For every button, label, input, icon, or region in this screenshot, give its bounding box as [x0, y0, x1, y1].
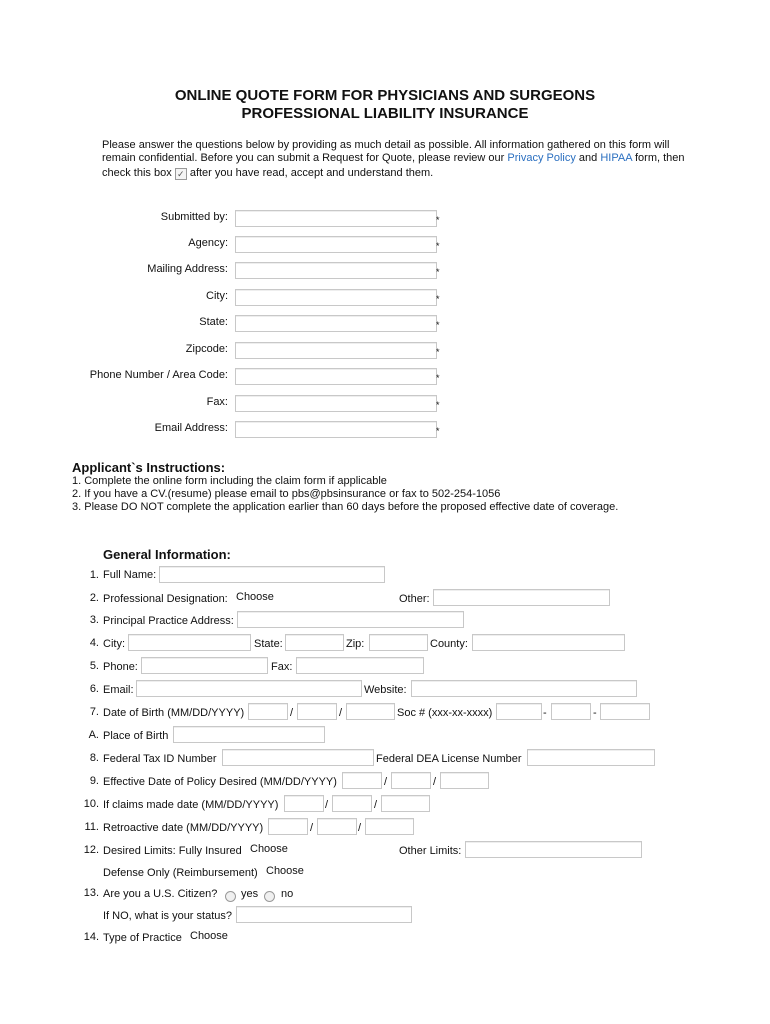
q10-number: 10. — [83, 798, 99, 810]
dea-label: Federal DEA License Number — [376, 753, 522, 765]
q5-number: 5. — [89, 660, 99, 672]
date-separator: / — [358, 822, 362, 834]
date-separator: / — [339, 707, 343, 719]
required-mark: * — [436, 215, 440, 225]
defense-select[interactable]: Choose — [266, 865, 304, 877]
claims-day-input[interactable] — [332, 795, 372, 812]
effective-year-input[interactable] — [440, 772, 489, 789]
practice-city-input[interactable] — [128, 634, 251, 651]
qa-number: A. — [88, 729, 99, 741]
soc-separator: - — [593, 707, 597, 719]
intro-line1: Please answer the questions below by providing as much detail as possible. All information gathered on this form will — [102, 139, 670, 151]
practice-fax-input[interactable] — [296, 657, 424, 674]
place-of-birth-label: Place of Birth — [103, 730, 169, 742]
submitted-by-input[interactable] — [235, 210, 437, 227]
intro-line2-text: remain confidential. Before you can submit a Request for Quote, please review our — [102, 152, 505, 164]
practice-city-label: City: — [103, 638, 125, 650]
submitted-by-label: Submitted by: — [160, 211, 228, 223]
dob-day-input[interactable] — [297, 703, 337, 720]
practice-zip-label: Zip: — [346, 638, 365, 650]
fax-label: Fax: — [206, 396, 228, 408]
privacy-policy-link[interactable]: Privacy Policy — [507, 152, 576, 164]
other-limits-input[interactable] — [465, 841, 642, 858]
retroactive-label: Retroactive date (MM/DD/YYYY) — [103, 822, 264, 834]
form-title-line1: ONLINE QUOTE FORM FOR PHYSICIANS AND SURGEONS — [174, 87, 596, 104]
agency-label: Agency: — [188, 237, 228, 249]
effective-month-input[interactable] — [342, 772, 382, 789]
q6-number: 6. — [89, 683, 99, 695]
hipaa-link[interactable]: HIPAA — [600, 152, 632, 164]
q3-number: 3. — [89, 614, 99, 626]
mailing-address-label: Mailing Address: — [147, 263, 228, 275]
claims-year-input[interactable] — [381, 795, 430, 812]
place-of-birth-input[interactable] — [173, 726, 325, 743]
practice-zip-input[interactable] — [369, 634, 428, 651]
zipcode-label: Zipcode: — [185, 343, 228, 355]
desired-limits-label: Desired Limits: Fully Insured — [103, 845, 242, 857]
citizen-yes-radio[interactable] — [225, 888, 236, 906]
instructions-heading: Applicant`s Instructions: — [72, 460, 226, 475]
required-mark: * — [436, 294, 440, 304]
date-separator: / — [325, 799, 329, 811]
date-separator: / — [384, 776, 388, 788]
email-label: Email Address: — [154, 422, 228, 434]
retro-year-input[interactable] — [365, 818, 414, 835]
mailing-address-input[interactable] — [235, 262, 437, 279]
practice-county-input[interactable] — [472, 634, 625, 651]
date-separator: / — [374, 799, 378, 811]
practice-type-select[interactable]: Choose — [190, 930, 228, 942]
q8-number: 8. — [89, 752, 99, 764]
status-input[interactable] — [236, 906, 412, 923]
phone-label: Phone Number / Area Code: — [89, 369, 228, 381]
limits-select[interactable]: Choose — [250, 843, 288, 855]
other-designation-label: Other: — [399, 593, 430, 605]
dob-label: Date of Birth (MM/DD/YYYY) — [103, 707, 245, 719]
email-input[interactable] — [235, 421, 437, 438]
q12-number: 12. — [83, 844, 99, 856]
other-designation-input[interactable] — [433, 589, 610, 606]
intro-line2 — [102, 151, 685, 165]
intro-line3 — [102, 166, 433, 180]
city-input[interactable] — [235, 289, 437, 306]
citizen-no-radio[interactable] — [264, 888, 275, 906]
soc-part2-input[interactable] — [551, 703, 591, 720]
instruction-item: 3. Please DO NOT complete the application earlier than 60 days before the proposed effective date of coverage. — [72, 501, 619, 513]
q4-number: 4. — [89, 637, 99, 649]
q13-number: 13. — [83, 887, 99, 899]
city-label: City: — [206, 290, 228, 302]
instruction-item: 2. If you have a CV.(resume) please email to pbs@pbsinsurance or fax to 502-254-1056 — [72, 488, 501, 500]
website-label: Website: — [364, 684, 407, 696]
fax-input[interactable] — [235, 395, 437, 412]
form-title-line2: PROFESSIONAL LIABILITY INSURANCE — [241, 105, 529, 122]
citizen-yes-label: yes — [241, 888, 259, 900]
tax-id-input[interactable] — [222, 749, 374, 766]
other-limits-label: Other Limits: — [399, 845, 462, 857]
q2-number: 2. — [89, 592, 99, 604]
required-mark: * — [436, 400, 440, 410]
citizen-label: Are you a U.S. Citizen? — [103, 888, 218, 900]
dob-month-input[interactable] — [248, 703, 288, 720]
instruction-item: 1. Complete the online form including the claim form if applicable — [72, 475, 387, 487]
soc-part3-input[interactable] — [600, 703, 650, 720]
zipcode-input[interactable] — [235, 342, 437, 359]
accept-checkbox[interactable]: ✓ — [175, 168, 187, 180]
status-label: If NO, what is your status? — [103, 910, 232, 922]
required-mark: * — [436, 426, 440, 436]
q11-number: 11. — [84, 821, 99, 833]
practice-phone-input[interactable] — [141, 657, 268, 674]
designation-select[interactable]: Choose — [236, 591, 274, 603]
practice-state-input[interactable] — [285, 634, 344, 651]
soc-label: Soc # (xxx-xx-xxxx) — [397, 707, 493, 719]
required-mark: * — [436, 320, 440, 330]
date-separator: / — [290, 707, 294, 719]
required-mark: * — [436, 241, 440, 251]
claims-month-input[interactable] — [284, 795, 324, 812]
retro-day-input[interactable] — [317, 818, 357, 835]
required-mark: * — [436, 373, 440, 383]
q1-number: 1. — [89, 569, 99, 581]
intro-line3-end: after you have read, accept and understand them. — [189, 167, 434, 179]
soc-separator: - — [543, 707, 547, 719]
state-input[interactable] — [235, 315, 437, 332]
dea-input[interactable] — [527, 749, 655, 766]
tax-id-label: Federal Tax ID Number — [103, 753, 217, 765]
intro-line3-text: check this box — [102, 167, 172, 179]
agency-input[interactable] — [235, 236, 437, 253]
state-label: State: — [199, 316, 228, 328]
q7-number: 7. — [89, 706, 99, 718]
practice-type-label: Type of Practice — [103, 932, 182, 944]
practice-address-label: Principal Practice Address: — [103, 615, 234, 627]
phone-input[interactable] — [235, 368, 437, 385]
dob-year-input[interactable] — [346, 703, 395, 720]
q9-number: 9. — [89, 775, 99, 787]
date-separator: / — [433, 776, 437, 788]
date-separator: / — [310, 822, 314, 834]
q14-number: 14. — [83, 931, 99, 943]
website-input[interactable] — [411, 680, 637, 697]
practice-fax-label: Fax: — [271, 661, 293, 673]
full-name-input[interactable] — [159, 566, 385, 583]
practice-email-label: Email: — [103, 684, 134, 696]
required-mark: * — [436, 347, 440, 357]
practice-county-label: County: — [430, 638, 468, 650]
defense-only-label: Defense Only (Reimbursement) — [103, 867, 258, 879]
practice-email-input[interactable] — [136, 680, 362, 697]
practice-phone-label: Phone: — [103, 661, 138, 673]
intro-and: and — [578, 152, 598, 164]
claims-made-label: If claims made date (MM/DD/YYYY) — [103, 799, 279, 811]
required-mark: * — [436, 267, 440, 277]
full-name-label: Full Name: — [103, 569, 157, 581]
practice-state-label: State: — [254, 638, 283, 650]
effective-date-label: Effective Date of Policy Desired (MM/DD/YYYY) — [103, 776, 337, 788]
intro-line2-end: form, then — [635, 152, 685, 164]
designation-label: Professional Designation: — [103, 593, 228, 605]
soc-part1-input[interactable] — [496, 703, 542, 720]
general-heading: General Information: — [103, 547, 231, 562]
citizen-no-label: no — [281, 888, 294, 900]
effective-day-input[interactable] — [391, 772, 431, 789]
retro-month-input[interactable] — [268, 818, 308, 835]
practice-address-input[interactable] — [237, 611, 464, 628]
